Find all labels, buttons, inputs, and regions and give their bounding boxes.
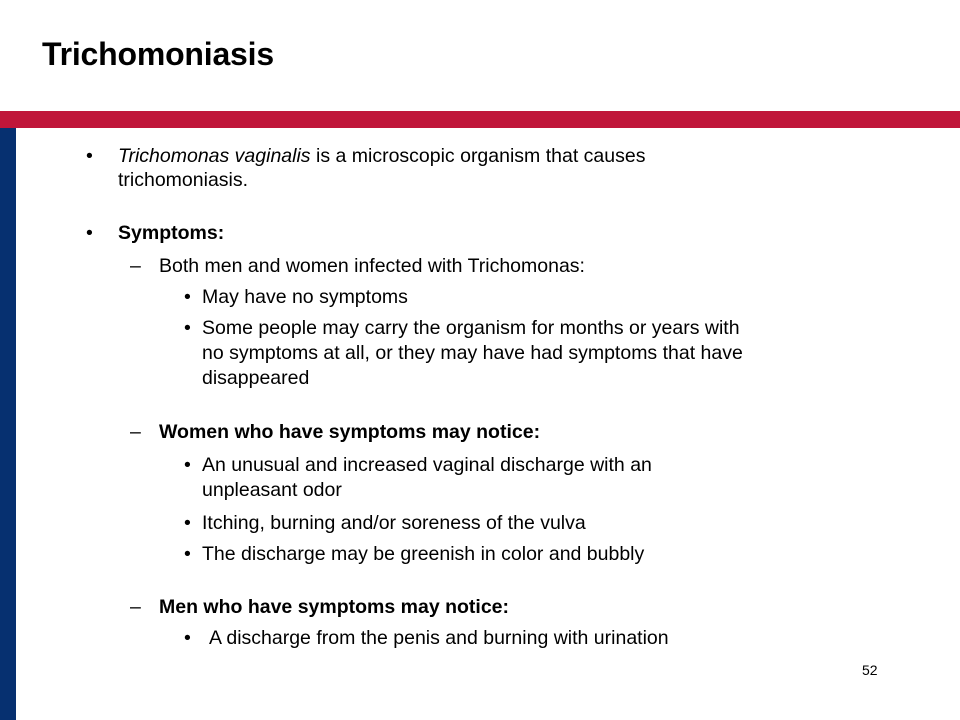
bullet-marker: •: [86, 222, 93, 244]
women-item-1-line-2: unpleasant odor: [202, 479, 342, 501]
women-item-1-line-1: An unusual and increased vaginal discharge with an: [202, 454, 652, 476]
general-label: Both men and women infected with Trichomonas:: [159, 255, 585, 277]
men-label: Men who have symptoms may notice:: [159, 596, 510, 618]
women-item-3: The discharge may be greenish in color and bubbly: [202, 543, 645, 565]
bullet-marker: •: [184, 543, 191, 565]
bullet-marker: •: [86, 145, 93, 167]
intro-text: is a microscopic organism that causes: [310, 145, 646, 167]
page-number: 52: [862, 662, 878, 678]
women-label: Women who have symptoms may notice:: [159, 421, 541, 443]
intro-line-2: trichomoniasis.: [118, 169, 249, 191]
general-item-2-line-1: Some people may carry the organism for months or years with: [202, 317, 740, 339]
bullet-marker: •: [184, 627, 191, 649]
general-item-2-line-3: disappeared: [202, 367, 310, 389]
intro-line-1: [118, 144, 645, 169]
bullet-marker: •: [184, 454, 191, 476]
dash-marker: –: [130, 421, 141, 443]
dash-marker: –: [130, 255, 141, 277]
bullet-marker: •: [184, 317, 191, 339]
dash-marker: –: [130, 596, 141, 618]
symptoms-heading: Symptoms:: [118, 222, 225, 244]
men-item-1: A discharge from the penis and burning with urination: [209, 627, 669, 649]
organism-name: Trichomonas vaginalis: [118, 145, 311, 167]
slide-title: Trichomoniasis: [42, 36, 274, 72]
bullet-marker: •: [184, 512, 191, 534]
women-item-2: Itching, burning and/or soreness of the vulva: [202, 512, 586, 534]
general-item-1: May have no symptoms: [202, 286, 408, 308]
bullet-marker: •: [184, 286, 191, 308]
general-item-2-line-2: no symptoms at all, or they may have had symptoms that have: [202, 342, 743, 364]
